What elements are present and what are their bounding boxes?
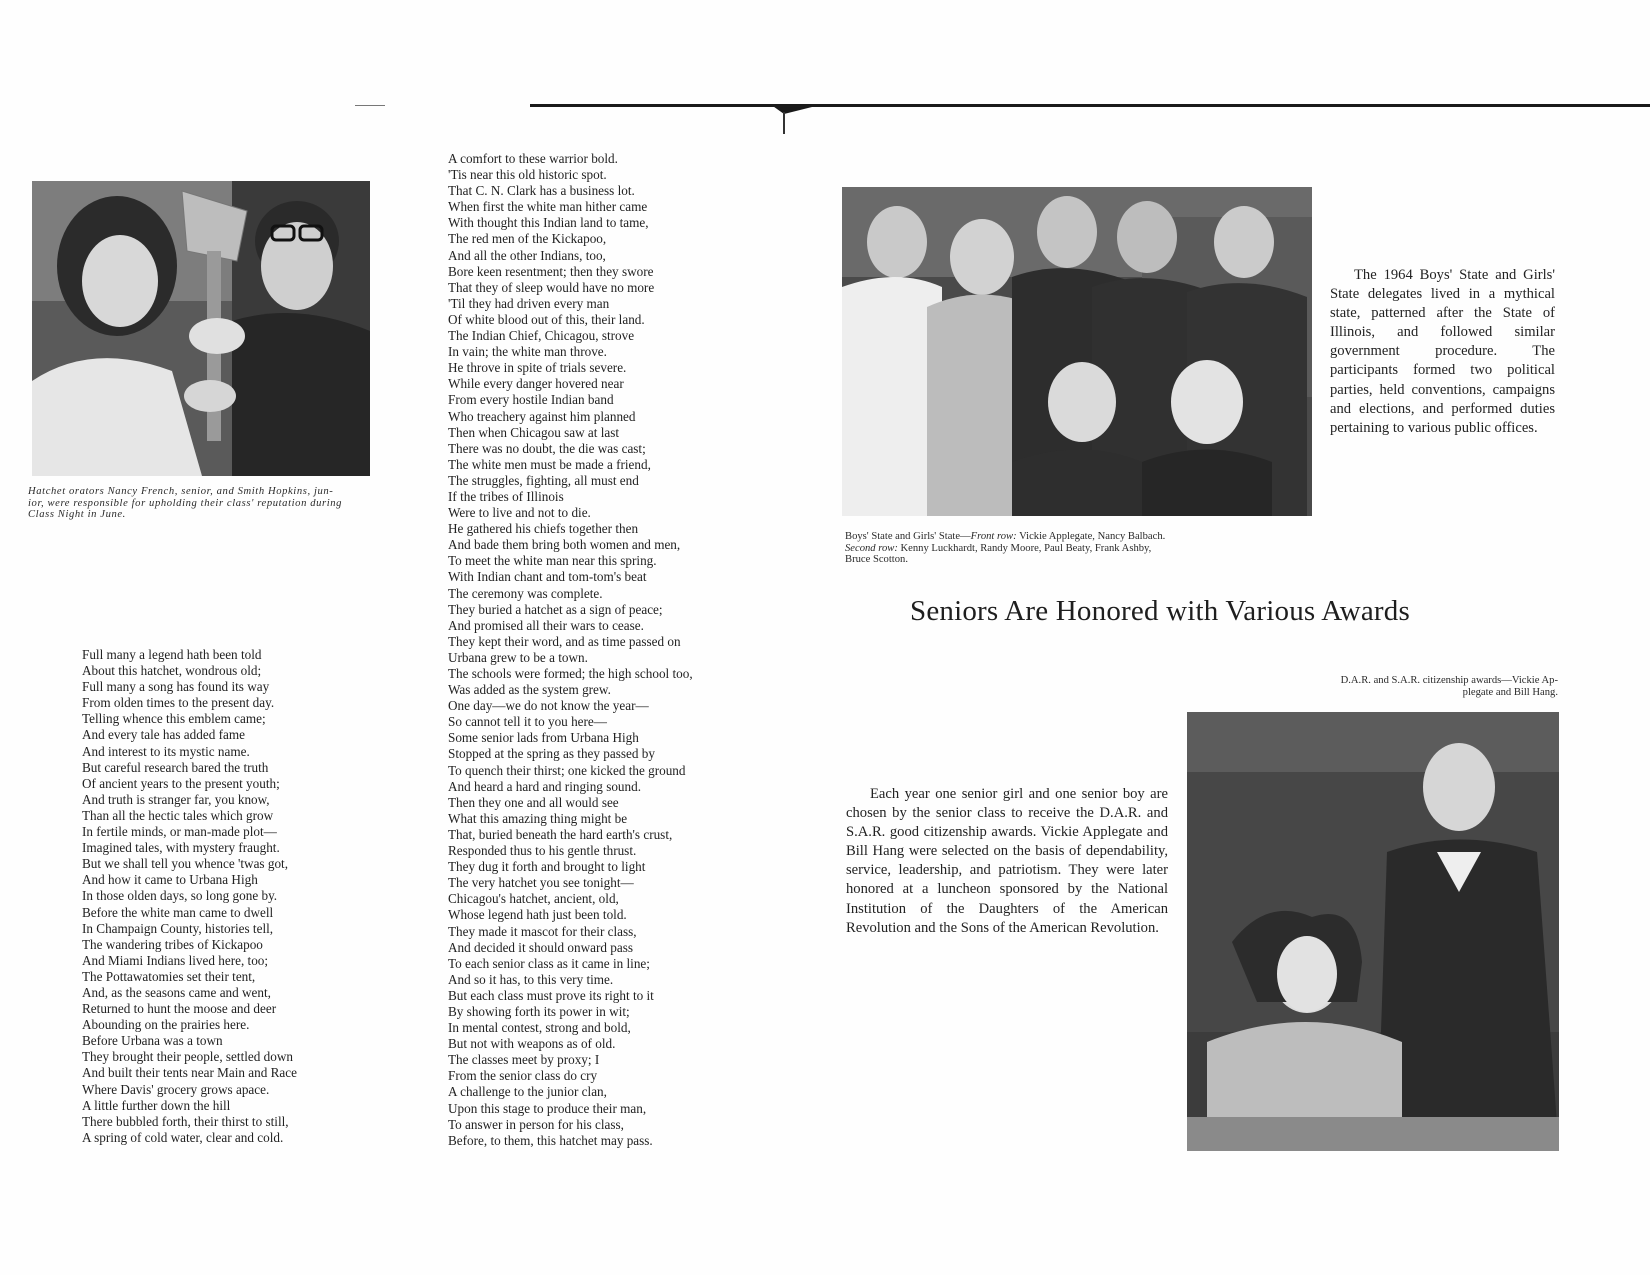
poem-line: While every danger hovered near [448,376,624,392]
page-edge-rule-left [355,105,385,106]
poem-line: And, as the seasons came and went, [82,984,271,1000]
poem-line: About this hatchet, wondrous old; [82,663,262,679]
poem-line: Before the white man came to dwell [82,904,274,920]
boys-state-paragraph: The 1964 Boys' State and Girls' State delegates lived in a mythical state, patterned after the State of Illinois, and followed similar government procedure. The participants formed two political parties, held conventions, campaigns and elections, and performed duties pertaining to various public offices. [1330,267,1555,436]
poem-line: But not with weapons as of old. [448,1036,616,1052]
poem-line: And promised all their wars to cease. [448,617,644,633]
poem-line: With thought this Indian land to tame, [448,215,649,231]
poem-line: Chicagou's hatchet, ancient, old, [448,891,619,907]
poem-line: Telling whence this emblem came; [82,711,266,727]
caption-front-row-names: Vickie Applegate, Nancy Balbach. [1016,531,1166,542]
poem-line: But careful research bared the truth [82,759,269,775]
poem-line: Before Urbana was a town [82,1033,223,1049]
poem-line: Stopped at the spring as they passed by [448,746,655,762]
poem-line: And Miami Indians lived here, too; [82,952,269,968]
poem-line: Where Davis' grocery grows apace. [82,1081,270,1097]
poem-line: But each class must prove its right to it [448,987,654,1003]
poem-line: When first the white man hither came [448,199,648,215]
photo-hatchet-orators-icon [32,181,370,476]
poem-line: But we shall tell you whence 'twas got, [82,856,289,872]
caption-second-row-names: Kenny Luckhardt, Randy Moore, Paul Beaty, Frank Ashby, Bruce Scotton. [845,542,1152,566]
poem-line: In Champaign County, histories tell, [82,920,274,936]
boys-girls-state-caption [845,531,1170,566]
poem-line: To answer in person for his class, [448,1116,624,1132]
photo-dar-sar-winners-icon [1187,712,1559,1151]
poem-line: By showing forth its power in wit; [448,1003,630,1019]
poem-line: In mental contest, strong and bold, [448,1020,631,1036]
poem-line: The struggles, fighting, all must end [448,472,639,488]
poem-line: 'Til they had driven every man [448,295,610,311]
poem-line: So cannot tell it to you here— [448,714,607,730]
poem-line: The classes meet by proxy; I [448,1052,600,1068]
poem-line: A challenge to the junior clan, [448,1084,607,1100]
poem-line: Bore keen resentment; then they swore [448,263,654,279]
poem-line: And decided it should onward pass [448,939,633,955]
poem-line: What this amazing thing might be [448,810,628,826]
poem-line: And heard a hard and ringing sound. [448,778,642,794]
poem-line: And so it has, to this very time. [448,971,614,987]
poem-line: Of ancient years to the present youth; [82,775,280,791]
poem-line: Then they one and all would see [448,794,619,810]
poem-line: 'Tis near this old historic spot. [448,167,607,183]
caption-line: ior, were responsible for upholding their class' reputation during [28,497,343,509]
poem-line: There was no doubt, the die was cast; [448,440,646,456]
poem-line: The very hatchet you see tonight— [448,875,634,891]
poem-line: Were to live and not to die. [448,505,591,521]
poem-line: The schools were formed; the high school too, [448,666,693,681]
awards-heading: Seniors Are Honored with Various Awards [910,595,1410,627]
poem-line: And all the other Indians, too, [448,247,606,263]
caption-lead: Boys' State and Girls' State— [845,531,971,542]
poem-line: One day—we do not know the year— [448,698,649,714]
poem-line: Before, to them, this hatchet may pass. [448,1132,653,1148]
poem-line: Abounding on the prairies here. [82,1017,250,1033]
hatchet-poem-column-2 [448,151,693,1149]
poem-line: Responded thus to his gentle thrust. [448,843,637,859]
poem-line: Than all the hectic tales which grow [82,807,274,823]
poem-line: A comfort to these warrior bold. [448,151,618,166]
poem-line: A little further down the hill [82,1097,231,1113]
page-edge-rule [530,104,1650,107]
poem-line: He throve in spite of trials severe. [448,360,627,376]
poem-line: Returned to hunt the moose and deer [82,1001,277,1017]
awards-paragraph: Each year one senior girl and one senior boy are chosen by the senior class to receive the D.A.R. and S.A.R. good citizenship awards. Vickie Applegate and Bill Hang were selected on the basis of dependability, service, leadership, and patriotism. They were later honored at a luncheon sponsored by the National Institution of the Daughters of the American Revolution and the Sons of the American Revolution. [846,786,1168,936]
poem-line: Urbana grew to be a town. [448,649,588,665]
poem-line: The ceremony was complete. [448,585,603,601]
caption-line: Class Night in June. [28,509,126,520]
poem-line: If the tribes of Illinois [448,488,564,504]
poem-line: In those olden days, so long gone by. [82,888,278,904]
poem-line: Of white blood out of this, their land. [448,311,645,327]
poem-line: Upon this stage to produce their man, [448,1100,647,1116]
photo-boys-girls-state-icon [842,187,1312,516]
poem-line: A spring of cold water, clear and cold. [82,1129,284,1145]
poem-line: That, buried beneath the hard earth's crust, [448,826,673,842]
poem-line: The Pottawatomies set their tent, [82,968,256,984]
poem-line: In fertile minds, or man-made plot— [82,824,277,840]
poem-line: That C. N. Clark has a business lot. [448,183,635,199]
poem-line: From every hostile Indian band [448,392,614,408]
spine-notch [770,104,824,114]
poem-line: They kept their word, and as time passed on [448,633,681,649]
poem-line: There bubbled forth, their thirst to still, [82,1113,289,1129]
awards-photo-caption [1290,675,1558,698]
caption-line: plegate and Bill Hang. [1462,686,1558,698]
poem-line: And bade them bring both women and men, [448,537,681,553]
dar-sar-winners-photo [1187,712,1559,1151]
poem-line: That they of sleep would have no more [448,279,655,295]
poem-line: And truth is stranger far, you know, [82,791,270,807]
awards-description [846,785,1168,938]
poem-line: In vain; the white man throve. [448,344,607,360]
poem-line: The white men must be made a friend, [448,456,651,472]
poem-line: Imagined tales, with mystery fraught. [82,840,280,856]
poem-line: Full many a legend hath been told [82,647,262,662]
poem-line: Then when Chicagou saw at last [448,424,620,440]
poem-line: They buried a hatchet as a sign of peace; [448,601,663,617]
poem-line: They dug it forth and brought to light [448,859,646,875]
hatchet-orators-photo [32,181,370,476]
poem-line: With Indian chant and tom-tom's beat [448,569,647,585]
poem-line: To meet the white man near this spring. [448,553,657,569]
poem-line: He gathered his chiefs together then [448,521,639,537]
poem-line: They made it mascot for their class, [448,923,637,939]
poem-line: Who treachery against him planned [448,408,636,424]
poem-line: From olden times to the present day. [82,695,275,711]
caption-line: Hatchet orators Nancy French, senior, and Smith Hopkins, jun- [28,486,334,497]
poem-line: From the senior class do cry [448,1068,598,1084]
spine-mark [783,112,785,134]
poem-line: Some senior lads from Urbana High [448,730,639,746]
poem-line: Full many a song has found its way [82,679,270,695]
caption-second-row-label: Second row: [845,542,898,554]
poem-line: And how it came to Urbana High [82,872,258,888]
poem-line: The red men of the Kickapoo, [448,231,607,247]
poem-line: They brought their people, settled down [82,1049,293,1065]
poem-line: To each senior class as it came in line; [448,955,650,971]
poem-line: The wandering tribes of Kickapoo [82,936,263,952]
poem-line: To quench their thirst; one kicked the ground [448,762,686,778]
caption-front-row-label: Front row: [970,531,1017,542]
boys-state-description [1330,266,1555,438]
poem-line: And built their tents near Main and Race [82,1065,297,1081]
poem-line: And interest to its mystic name. [82,743,250,759]
poem-line: And every tale has added fame [82,727,245,743]
caption-line: D.A.R. and S.A.R. citizenship awards—Vickie Ap- [1340,675,1558,686]
hatchet-orators-caption [28,486,368,521]
hatchet-poem-column-1 [82,647,297,1146]
boys-girls-state-photo [842,187,1312,516]
poem-line: Whose legend hath just been told. [448,907,627,923]
poem-line: The Indian Chief, Chicagou, strove [448,328,635,344]
poem-line: Was added as the system grew. [448,682,611,698]
